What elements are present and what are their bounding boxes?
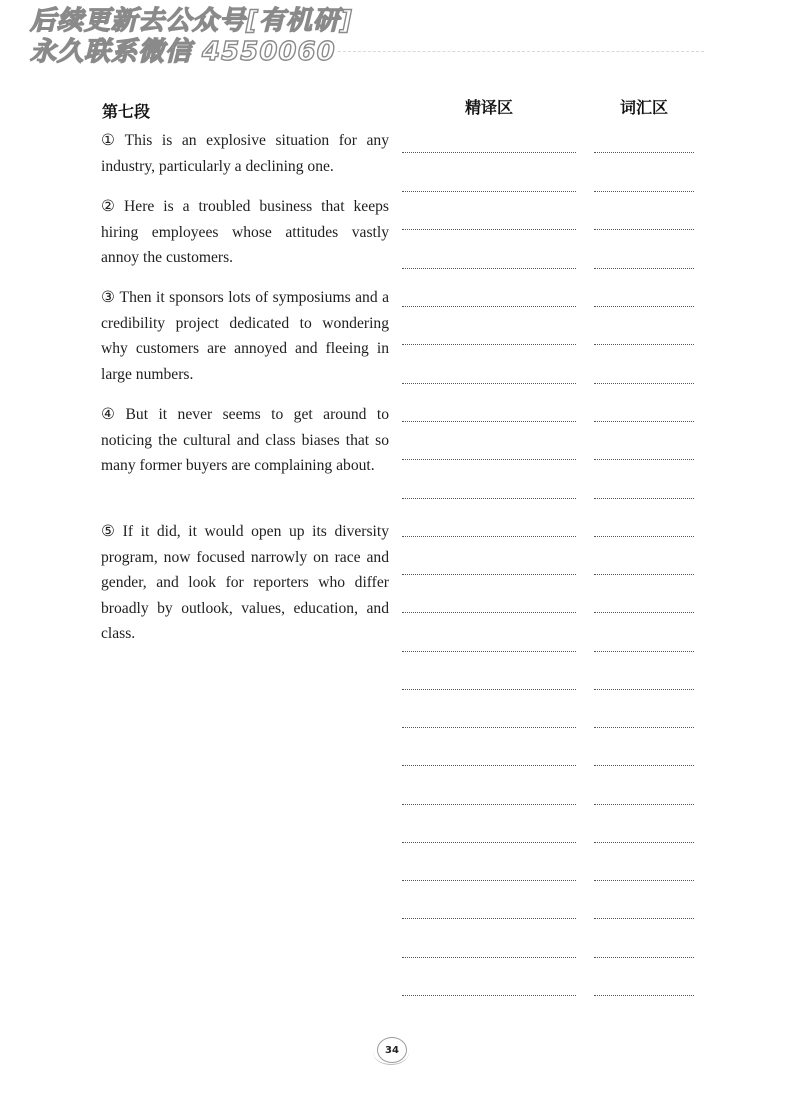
sentence-text: But it never seems to get around to noticing the cultural and class biases that so many former buyers are complaining about. bbox=[101, 406, 389, 475]
translation-writing-line bbox=[402, 383, 576, 384]
watermark-line-2: 永久联系微信 4550060 bbox=[30, 37, 336, 67]
vocabulary-writing-line bbox=[594, 459, 694, 460]
translation-writing-line bbox=[402, 804, 576, 805]
translation-writing-line bbox=[402, 651, 576, 652]
section-title: 第七段 bbox=[102, 102, 151, 121]
vocabulary-writing-line bbox=[594, 536, 694, 537]
watermark bbox=[30, 6, 353, 68]
translation-writing-line bbox=[402, 765, 576, 766]
translation-writing-line bbox=[402, 191, 576, 192]
vocabulary-writing-line bbox=[594, 574, 694, 575]
translation-writing-line bbox=[402, 306, 576, 307]
sentence-number: ① bbox=[101, 132, 121, 149]
vocabulary-writing-line bbox=[594, 383, 694, 384]
translation-writing-line bbox=[402, 344, 576, 345]
translation-writing-line bbox=[402, 536, 576, 537]
sentence-4 bbox=[101, 402, 389, 479]
sentence-text: Then it sponsors lots of symposiums and a credibility project dedicated to wondering why customers are annoyed and fleeing in large numbers. bbox=[101, 289, 389, 383]
vocabulary-writing-line bbox=[594, 268, 694, 269]
translation-writing-line bbox=[402, 498, 576, 499]
sentence-number: ② bbox=[101, 198, 121, 215]
translation-writing-line bbox=[402, 880, 576, 881]
vocabulary-writing-line bbox=[594, 229, 694, 230]
vocabulary-writing-line bbox=[594, 804, 694, 805]
vocabulary-writing-line bbox=[594, 306, 694, 307]
translation-writing-line bbox=[402, 995, 576, 996]
translation-writing-line bbox=[402, 957, 576, 958]
vocabulary-writing-line bbox=[594, 152, 694, 153]
translation-writing-line bbox=[402, 612, 576, 613]
header-rule bbox=[338, 51, 704, 52]
sentence-3 bbox=[101, 285, 389, 387]
vocabulary-writing-line bbox=[594, 842, 694, 843]
vocabulary-writing-line bbox=[594, 918, 694, 919]
vocabulary-writing-line bbox=[594, 995, 694, 996]
sentence-1 bbox=[101, 128, 389, 179]
translation-writing-line bbox=[402, 727, 576, 728]
vocabulary-column-heading: 词汇区 bbox=[619, 98, 668, 117]
sentence-2 bbox=[101, 194, 389, 271]
translation-column-heading: 精译区 bbox=[464, 98, 513, 117]
vocabulary-writing-line bbox=[594, 957, 694, 958]
translation-writing-line bbox=[402, 268, 576, 269]
translation-writing-line bbox=[402, 574, 576, 575]
translation-writing-line bbox=[402, 421, 576, 422]
page-number: 34 bbox=[377, 1037, 407, 1063]
sentence-5 bbox=[101, 519, 389, 647]
watermark-line-1: 后续更新去公众号[有机研] bbox=[30, 6, 353, 36]
vocabulary-writing-line bbox=[594, 421, 694, 422]
vocabulary-writing-line bbox=[594, 765, 694, 766]
translation-writing-line bbox=[402, 689, 576, 690]
translation-writing-line bbox=[402, 918, 576, 919]
vocabulary-writing-line bbox=[594, 727, 694, 728]
vocabulary-writing-line bbox=[594, 651, 694, 652]
sentence-text: Here is a troubled business that keeps hiring employees whose attitudes vastly annoy the customers. bbox=[101, 198, 389, 267]
vocabulary-writing-line bbox=[594, 498, 694, 499]
vocabulary-writing-line bbox=[594, 612, 694, 613]
translation-writing-line bbox=[402, 229, 576, 230]
vocabulary-writing-line bbox=[594, 191, 694, 192]
sentence-text: If it did, it would open up its diversity program, now focused narrowly on race and gender, and look for reporters who differ broadly by outlook, values, education, and class. bbox=[101, 523, 390, 643]
translation-writing-line bbox=[402, 842, 576, 843]
vocabulary-writing-line bbox=[594, 689, 694, 690]
sentence-text: This is an explosive situation for any industry, particularly a declining one. bbox=[101, 132, 389, 175]
sentence-number: ④ bbox=[101, 406, 122, 423]
translation-writing-line bbox=[402, 152, 576, 153]
translation-writing-line bbox=[402, 459, 576, 460]
vocabulary-writing-line bbox=[594, 344, 694, 345]
sentence-number: ③ bbox=[101, 289, 116, 306]
vocabulary-writing-line bbox=[594, 880, 694, 881]
sentence-number: ⑤ bbox=[101, 523, 119, 540]
